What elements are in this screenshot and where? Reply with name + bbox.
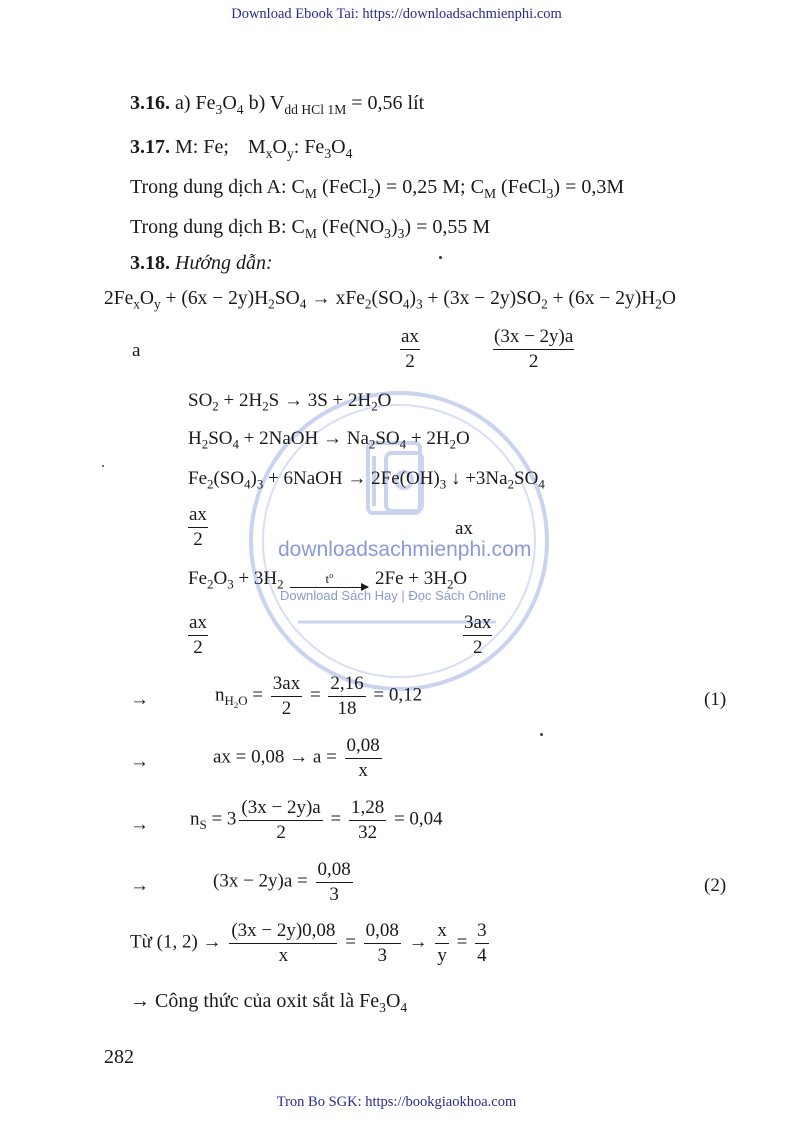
moles-fe2o3: $\frac{ax}{2}$	[189, 612, 207, 658]
arrow-4: →	[130, 875, 149, 896]
answer-3-16: 3.16. a) $Fe_3O_4$ b) $V_{dd HCl 1M} = 0,56$ lít	[130, 92, 425, 117]
moles-a: a	[132, 340, 141, 361]
arrow-1: →	[130, 689, 149, 710]
calc-nh2o: $n_{H_2O}$ = $\frac{3ax}{2}$ = $\frac{2,16}{18}$ = 0,12	[215, 673, 423, 719]
solution-b-concentration: Trong dung dịch B: $C_M$ $(Fe(NO_3)_3) = 0,55$ M	[130, 216, 491, 241]
arrow-3: →	[130, 814, 149, 835]
speck	[540, 733, 543, 736]
speck	[439, 256, 442, 259]
conclusion: → Công thức của oxit sắt là $Fe_3O_4$	[130, 990, 408, 1015]
calc-ns: $n_S = 3$ $\frac{(3x - 2y)a}{2}$ = $\frac{1,28}{32}$ = 0,04	[190, 797, 443, 843]
moles-so2: $\frac{(3x - 2y)a}{2}$	[494, 326, 574, 372]
reaction-main: $2Fe_xO_y + (6x - 2y)H_2SO_4 \to xFe_2(SO_4)_3 + (3x - 2y)SO_2 + (6x - 2y)H_2O$	[104, 288, 676, 312]
page-number: 282	[104, 1046, 134, 1068]
watermark-tagline: Download Sách Hay | Đọc Sách Online	[280, 588, 506, 603]
page-header: Download Ebook Tai: https://downloadsachmienphi.com	[231, 6, 562, 22]
calc-so2-moles: (3x − 2y)a = $\frac{0,08}{3}$	[213, 859, 351, 905]
reaction-h2so4-naoh: $H_2SO_4$ + 2NaOH → $Na_2SO_4 + 2H_2O$	[188, 428, 470, 452]
moles-h2o: $\frac{3ax}{2}$	[464, 612, 492, 658]
solution-a-concentrations: Trong dung dịch A: $C_M$ (FeCl$_2$) = 0,25 M; $C_M$ (FeCl$_3$) = 0,3M	[130, 176, 625, 201]
answer-3-18-heading: 3.18. Hướng dẫn:	[130, 252, 273, 274]
watermark-site-text: downloadsachmienphi.com	[278, 538, 532, 561]
page-footer: Tron Bo SGK: https://bookgiaokhoa.com	[276, 1094, 517, 1110]
eq-label-1: (1)	[704, 689, 727, 710]
arrow-2: →	[130, 751, 149, 772]
speck	[102, 465, 104, 467]
eq-label-2: (2)	[704, 875, 727, 896]
moles-fe2so43: $\frac{ax}{2}$	[189, 504, 207, 550]
reaction-fe2o3-h2: $Fe_2O_3 + 3H_2$ $t^o$ $2Fe + 3H_2O$	[188, 568, 468, 592]
calc-ax: ax = 0,08 → a = $\frac{0,08}{x}$	[213, 735, 380, 781]
answer-3-17: 3.17. M: Fe; $M_xO_y$: $Fe_3O_4$	[130, 136, 353, 161]
reaction-so2-h2s: $SO_2 + 2H_2S \to 3S + 2H_2O$	[188, 390, 392, 414]
calc-ratio: Từ (1, 2) → $\frac{(3x - 2y)0,08}{x}$ = $\frac{0,08}{3}$ → $\frac{x}{y}$ = $\frac{3}{4}$	[130, 920, 487, 966]
moles-ax-over-2: $\frac{ax}{2}$	[401, 326, 419, 372]
moles-feoh3: ax	[455, 518, 473, 539]
reaction-fe2so43-naoh: $Fe_2(SO_4)_3$ + 6NaOH → $2Fe(OH)_3$ ↓ $+3Na_2SO_4$	[188, 468, 545, 492]
